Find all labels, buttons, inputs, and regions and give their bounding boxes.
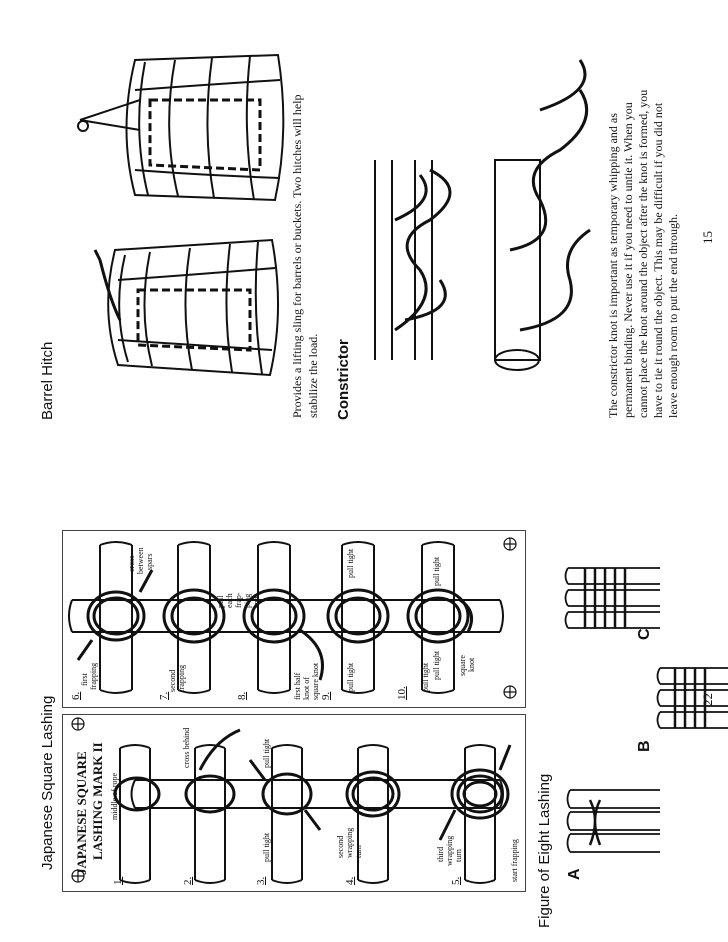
step-8-number: 8. <box>236 691 248 700</box>
note-frapping-2: frapping <box>177 664 186 692</box>
constrictor-spar-top <box>375 160 432 360</box>
note-turn-2: turn <box>454 849 463 862</box>
note-ping: ping <box>243 593 252 608</box>
step-7-number: 7. <box>158 691 170 700</box>
barrel-2-illustration <box>78 55 283 200</box>
constrictor-knots-top <box>395 170 450 330</box>
barrel-desc-line2: stabilize the load. <box>306 333 320 418</box>
figure-eight-bundle-a <box>568 790 661 852</box>
note-pull-tight-b: pull tight <box>262 738 271 768</box>
note-wrapping-2: wrapping <box>445 835 454 866</box>
note-second: second <box>336 835 345 858</box>
figure-label-c: C <box>636 628 653 640</box>
note-pull-tight-a: pull tight <box>262 832 271 862</box>
figure-label-b: B <box>636 740 653 752</box>
note-pull-tight-10a: pull tight <box>421 662 430 692</box>
note-knot: knot <box>467 657 476 672</box>
note-first-half: first half <box>293 672 302 700</box>
note-square-knot: square knot <box>311 662 320 700</box>
step-6-number: 6. <box>70 691 82 700</box>
note-square: square <box>458 655 467 676</box>
note-end: end <box>252 596 261 608</box>
note-between: between <box>136 547 145 574</box>
note-second-frap: second <box>168 669 177 692</box>
constrictor-desc-line2: permanent binding. Never use it if you need to untie it. When you <box>621 102 635 418</box>
barrel-desc-line1: Provides a lifting sling for barrels or buckets. Two hitches will help <box>290 94 304 418</box>
constrictor-desc-line1: The constrictor knot is important as temporary whipping and as <box>606 113 620 418</box>
card-b-rope-wraps <box>78 570 472 680</box>
note-start-frapping: start frapping <box>510 839 519 882</box>
section-title-barrel-hitch: Barrel Hitch <box>39 341 56 420</box>
constrictor-desc-line4: have to tie it round the object. This may be difficult if you did not <box>651 102 665 418</box>
note-pull-tight-9a: pull tight <box>346 662 355 692</box>
barrel-1-illustration <box>95 240 278 375</box>
note-middle-of-rope: middle of rope <box>110 772 119 820</box>
note-pull-tight-9b: pull tight <box>346 548 355 578</box>
constrictor-spar-bottom <box>495 160 540 370</box>
note-frapping: frapping <box>89 662 98 690</box>
note-pull-tight-10b: pull tight <box>432 650 441 680</box>
note-third: third <box>436 846 445 862</box>
note-first: first <box>80 673 89 686</box>
step-9-number: 9. <box>320 691 332 700</box>
step-3-number: 3. <box>255 876 267 885</box>
section-title-constrictor: Constrictor <box>335 339 352 420</box>
note-frap: frap- <box>234 592 243 608</box>
step-10-number: 10. <box>396 686 408 700</box>
note-spars: spars <box>145 553 154 570</box>
card-plus-markers <box>72 538 516 882</box>
note-wrapping: wrapping <box>345 827 354 858</box>
figure-label-a: A <box>566 868 583 880</box>
note-turn: turn <box>354 845 363 858</box>
step-5-number: 5. <box>450 876 462 885</box>
page-number-left: 22 <box>700 693 715 706</box>
card-a-rope-wraps <box>115 727 510 840</box>
note-cross-behind: cross behind <box>182 727 191 768</box>
constrictor-knots-bottom <box>510 60 590 330</box>
note-pull-tight-10c: pull tight <box>432 556 441 586</box>
step-1-number: 1. <box>112 876 124 885</box>
step-4-number: 4. <box>344 876 356 885</box>
note-knot-of: knot of <box>302 677 311 700</box>
constrictor-desc-line3: cannot place the knot around the object after the knot is formed, you <box>636 89 650 418</box>
card-b-horizontal-spars <box>100 542 454 693</box>
card-a-title-line1: JAPANESE SQUARE <box>74 751 89 875</box>
section-title-figure-of-eight-lashing: Figure of Eight Lashing <box>536 773 553 928</box>
constrictor-desc-line5: leave enough room to put the end through. <box>666 214 680 418</box>
page-number-right: 15 <box>700 231 715 244</box>
figure-eight-bundle-c <box>566 568 661 628</box>
note-pull: pull <box>216 595 225 608</box>
figure-eight-bundle-b <box>658 668 728 728</box>
section-title-japanese-square-lashing: Japanese Square Lashing <box>39 695 56 870</box>
card-a-title-line2: LASHING MARK II <box>90 742 105 860</box>
step-2-number: 2. <box>182 876 194 885</box>
note-each: each <box>225 593 234 608</box>
note-cross: cross <box>127 555 136 572</box>
